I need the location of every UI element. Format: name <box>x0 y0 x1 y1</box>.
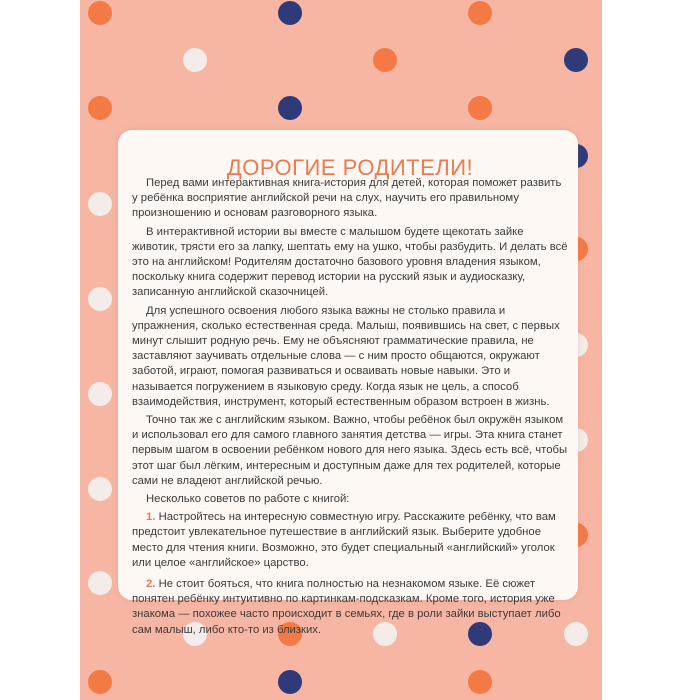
paragraph: Для успешного освоения любого языка важны не столько правила и упражнения, сколько естественная среда. Малыш, появившись на свет, с первых минут слышит родную речь. Ему не объясняют грамматические правила, не заставляют заучивать отдельные слова — с ним просто общаются, окружают заботой, играют, помогая развиваться и осваивать новые навыки. Это и называется погружением в языковую среду. Когда язык не цель, а способ взаимодействия, инструмент, который естественным образом встроен в жизнь. <box>132 304 560 408</box>
decor-dot <box>88 670 112 694</box>
decor-dot <box>278 96 302 120</box>
decor-dot <box>564 48 588 72</box>
decor-dot <box>278 1 302 25</box>
decor-dot <box>373 48 397 72</box>
decor-dot <box>88 1 112 25</box>
decor-dot <box>468 96 492 120</box>
decor-dot <box>468 670 492 694</box>
decor-dot <box>88 477 112 501</box>
decor-dot <box>468 1 492 25</box>
paragraph: Точно так же с английским языком. Важно, чтобы ребёнок был окружён языком и использовал его для самого главного занятия детства — игры. Эта книга станет первым шагом в освоении ребёнком нового для него языка. Здесь есть всё, чтобы этот шаг был лёгким, интересным и доступным даже для тех родителей, которые сами не владеют английской речью. <box>132 414 568 487</box>
tip-item <box>132 510 568 571</box>
decor-dot <box>88 192 112 216</box>
tip-item <box>132 577 568 638</box>
paragraph: Перед вами интерактивная книга-история для детей, которая поможет развить у ребёнка восприятие английской речи на слух, научить его правильному произношению и основам разговорного языка. <box>132 177 562 220</box>
tip-text: Не стоит бояться, что книга полностью на незнакомом языке. Её сюжет понятен ребёнку интуитивно по картинкам-подсказкам. Кроме того, история уже знакома — похожее часто происходит в семьях, где в роли зайки выступает либо сам малыш, либо кто-то из близких. <box>132 578 561 636</box>
paragraph: В интерактивной истории вы вместе с малышом будете щекотать зайке животик, трясти его за лапку, шептать ему на ушко, чтобы разбудить. И делать всё это на английском! Родителям достаточно базового уровня владения языком, поскольку книга содержит перевод истории на русский язык и аудиосказку, записанную английской сказочницей. <box>132 225 568 299</box>
page-title: ДОРОГИЕ РОДИТЕЛИ! <box>226 154 474 180</box>
body-text <box>132 176 568 641</box>
decor-dot <box>88 96 112 120</box>
decor-dot <box>88 571 112 595</box>
decor-dot <box>183 48 207 72</box>
decor-dot <box>88 382 112 406</box>
decor-dot <box>278 670 302 694</box>
tip-number: 1. <box>146 511 156 524</box>
tip-number: 2. <box>146 578 156 591</box>
decor-dot <box>88 287 112 311</box>
paragraph: Несколько советов по работе с книгой: <box>146 493 350 506</box>
tip-text: Настройтесь на интересную совместную игру. Расскажите ребёнку, что вам предстоит увлекательное путешествие в английский язык. Выберите удобное место для чтения книги. Возможно, это будет специальный «английский» уголок или целое «английское» царство. <box>132 511 556 569</box>
